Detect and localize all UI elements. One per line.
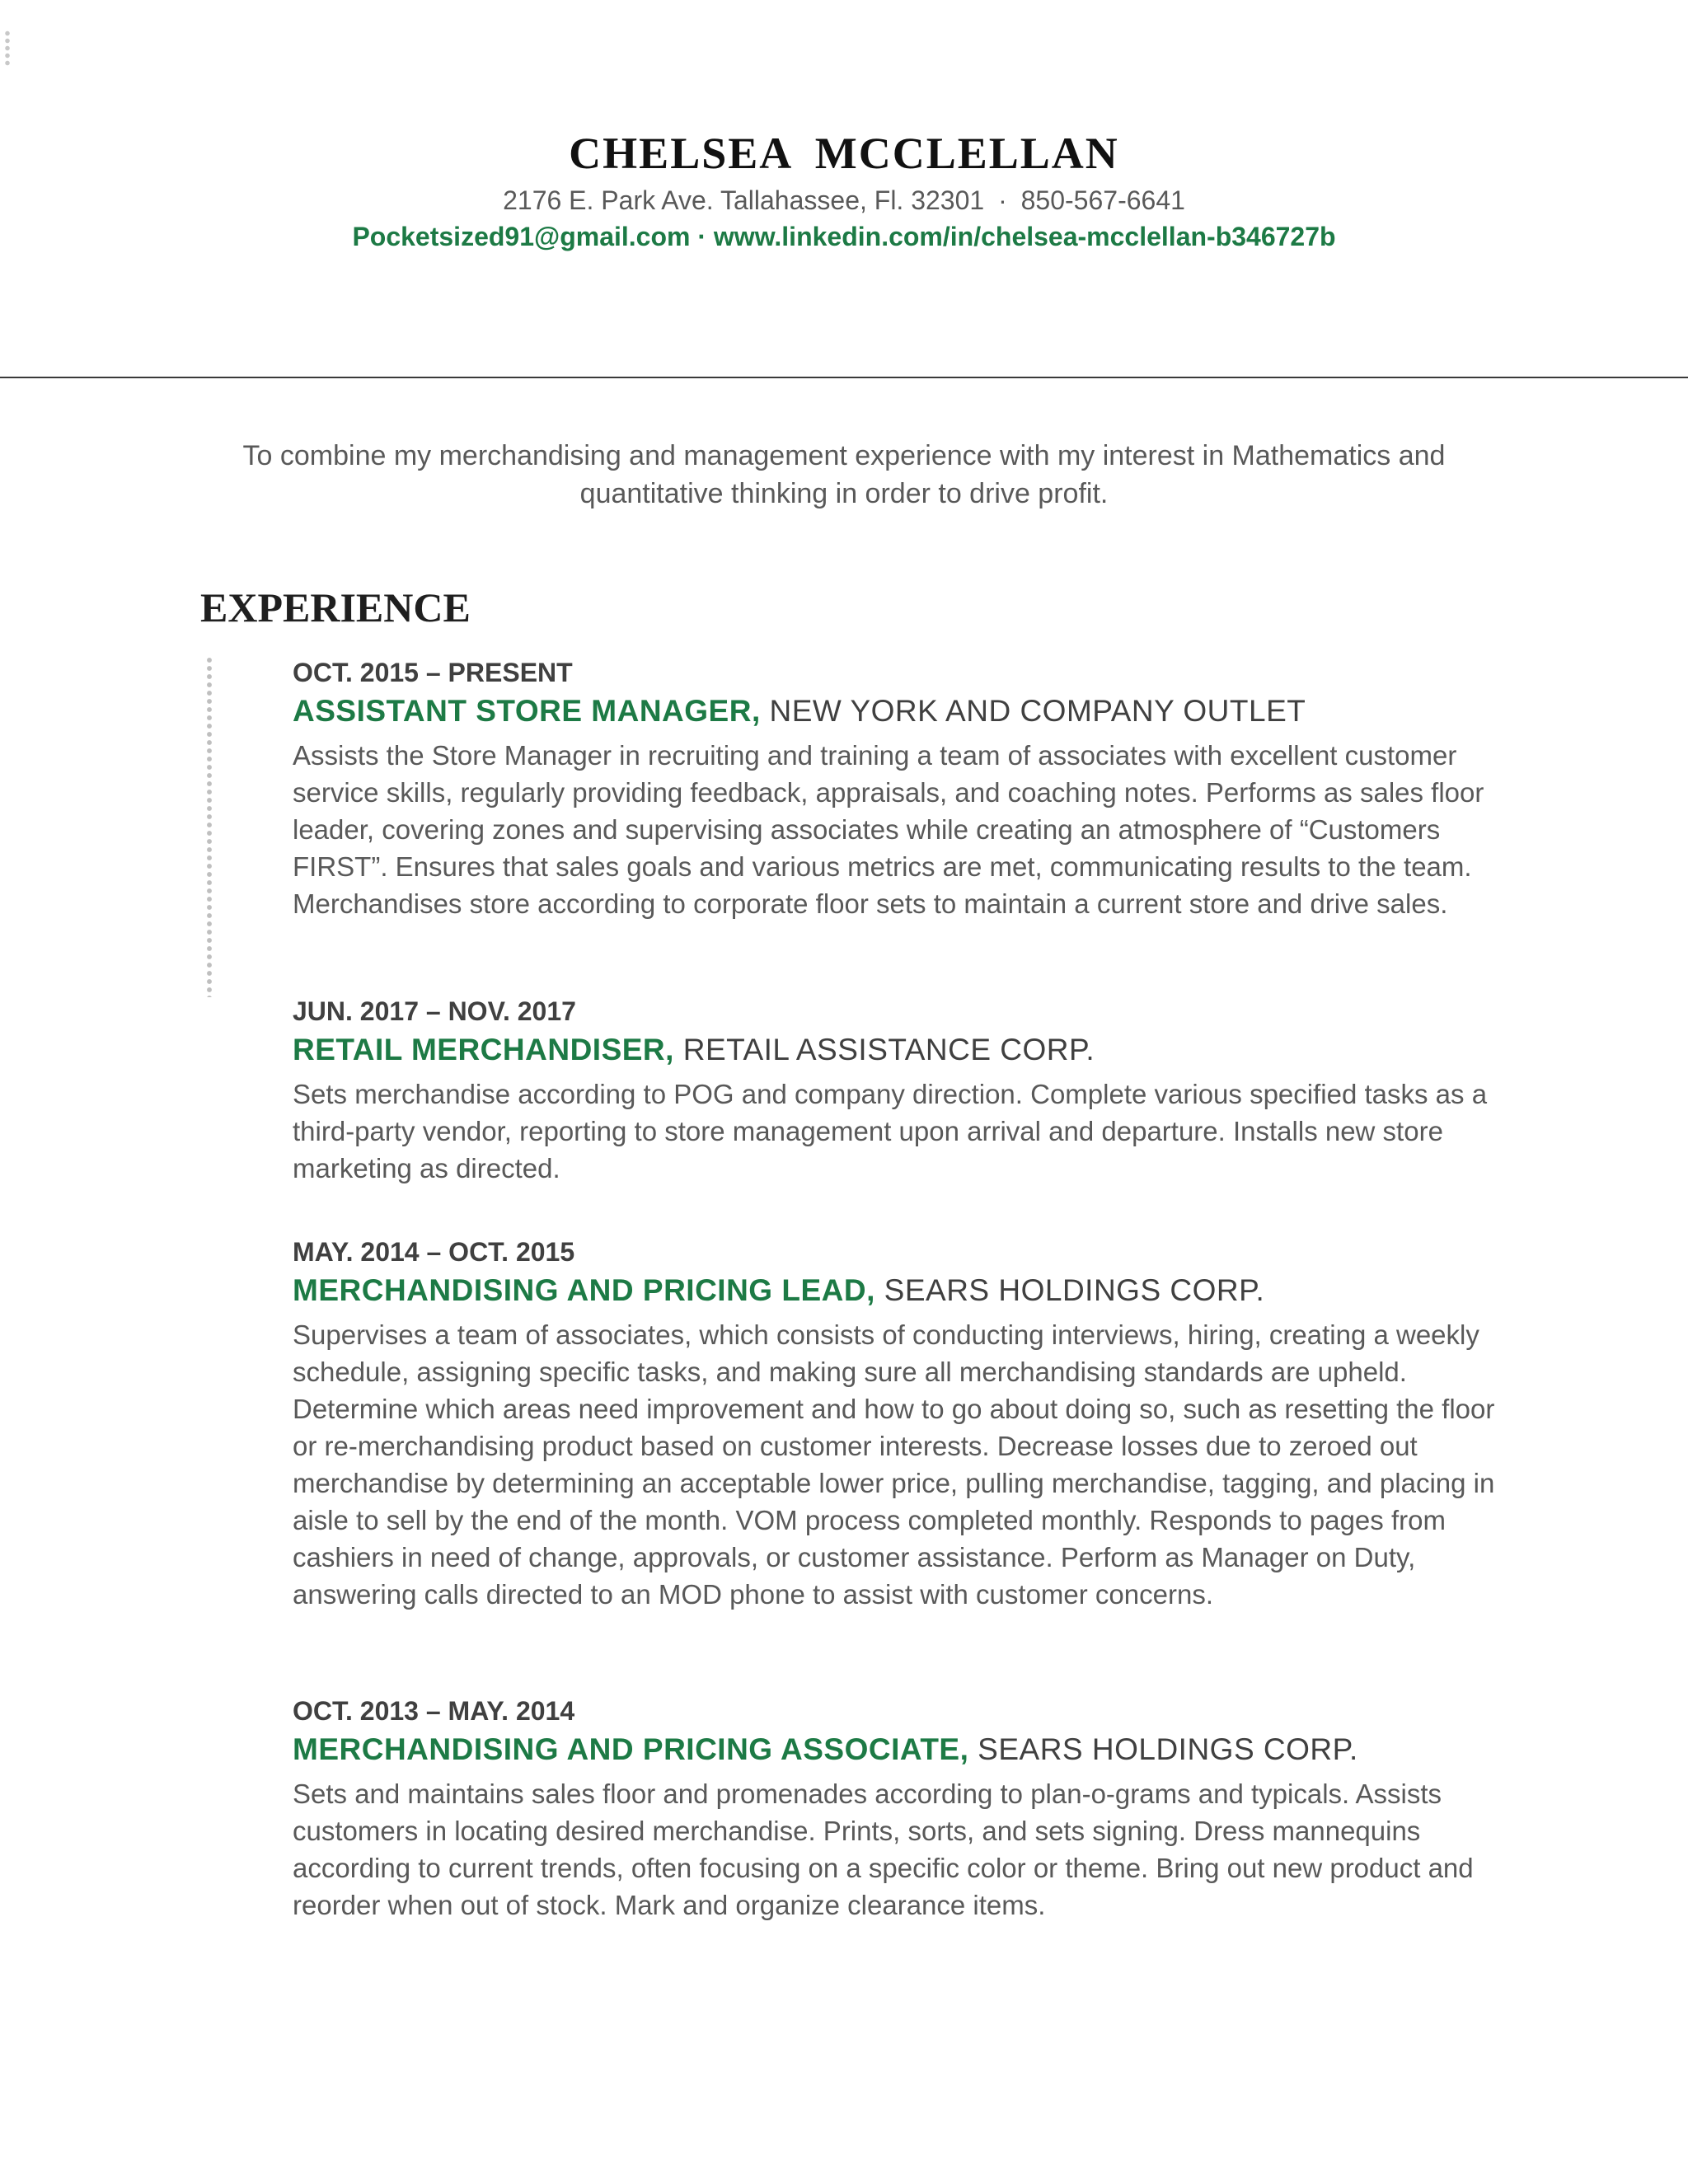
job-role: MERCHANDISING AND PRICING ASSOCIATE, — [293, 1732, 969, 1766]
job-entry — [293, 654, 1504, 922]
linkedin-link[interactable]: www.linkedin.com/in/chelsea-mcclellan-b346727b — [713, 222, 1336, 251]
job-dates: OCT. 2013 – MAY. 2014 — [293, 1696, 575, 1726]
contact-line — [0, 183, 1688, 218]
job-company: SEARS HOLDINGS CORP. — [884, 1273, 1265, 1307]
email-link[interactable]: Pocketsized91@gmail.com — [352, 222, 691, 251]
job-dates: JUN. 2017 – NOV. 2017 — [293, 996, 576, 1026]
experience-heading: EXPERIENCE — [200, 584, 471, 630]
job-role: MERCHANDISING AND PRICING LEAD, — [293, 1273, 875, 1307]
job-title-line — [293, 1270, 1504, 1311]
header-divider — [0, 377, 1688, 378]
job-company: SEARS HOLDINGS CORP. — [978, 1732, 1358, 1766]
job-entry — [293, 1234, 1504, 1613]
job-dates: OCT. 2015 – PRESENT — [293, 658, 573, 687]
job-dates: MAY. 2014 – OCT. 2015 — [293, 1237, 575, 1267]
job-description: Supervises a team of associates, which consists of conducting interviews, hiring, creating a weekly schedule, assigning specific tasks, and making sure all merchandising standards are upheld. Determine which areas need improvement and how to go about doing so, such as resetting the floor or re-merchandising product based on customer interests. Decrease losses due to zeroed out merchandise by determining an acceptable lower price, pulling merchandise, tagging, and placing in aisle to sell by the end of the month. VOM process completed monthly. Responds to pages from cashiers in need of change, approvals, or customer assistance. Perform as Manager on Duty, answering calls directed to an MOD phone to assist with customer concerns. — [293, 1319, 1495, 1610]
links-line — [0, 218, 1688, 255]
candidate-name: CHELSEA MCCLELLAN — [569, 129, 1119, 178]
job-title-line — [293, 691, 1504, 732]
job-company: RETAIL ASSISTANCE CORP. — [682, 1033, 1095, 1066]
job-title-line — [293, 1029, 1504, 1071]
section-dotted-marker — [205, 656, 213, 997]
job-entry — [293, 1693, 1504, 1924]
address: 2176 E. Park Ave. Tallahassee, Fl. 32301 — [503, 185, 985, 215]
drag-handle-icon[interactable] — [3, 30, 12, 68]
job-role: RETAIL MERCHANDISER, — [293, 1033, 674, 1066]
job-role: ASSISTANT STORE MANAGER, — [293, 694, 761, 728]
job-description: Sets and maintains sales floor and promenades according to plan-o-grams and typicals. Assists customers in locating desired merchandise. Prints, sorts, and sets signing. Dress mannequins according to current trends, often focusing on a specific color or theme. Bring out new product and reorder when out of stock. Mark and organize clearance items. — [293, 1779, 1474, 1920]
job-title-line — [293, 1729, 1504, 1770]
job-description: Assists the Store Manager in recruiting and training a team of associates with excellent customer service skills, regularly providing feedback, appraisals, and coaching notes. Performs as sales floor leader, covering zones and supervising associates while creating an atmosphere of “Customers FIRST”. Ensures that sales goals and various metrics are met, communicating results to the team. Merchandises store according to corporate floor sets to maintain a current store and drive sales. — [293, 740, 1484, 919]
job-description: Sets merchandise according to POG and company direction. Complete various specified tasks as a third-party vendor, reporting to store management upon arrival and departure. Installs new store marketing as directed. — [293, 1079, 1488, 1183]
job-entry — [293, 993, 1504, 1187]
separator: · — [697, 222, 707, 251]
job-company: NEW YORK AND COMPANY OUTLET — [769, 694, 1306, 728]
phone: 850-567-6641 — [1020, 185, 1185, 215]
resume-header — [0, 124, 1688, 255]
objective-statement: To combine my merchandising and management experience with my interest in Mathematics and quantitative thinking in order to drive profit. — [242, 440, 1446, 509]
separator: · — [998, 185, 1007, 215]
